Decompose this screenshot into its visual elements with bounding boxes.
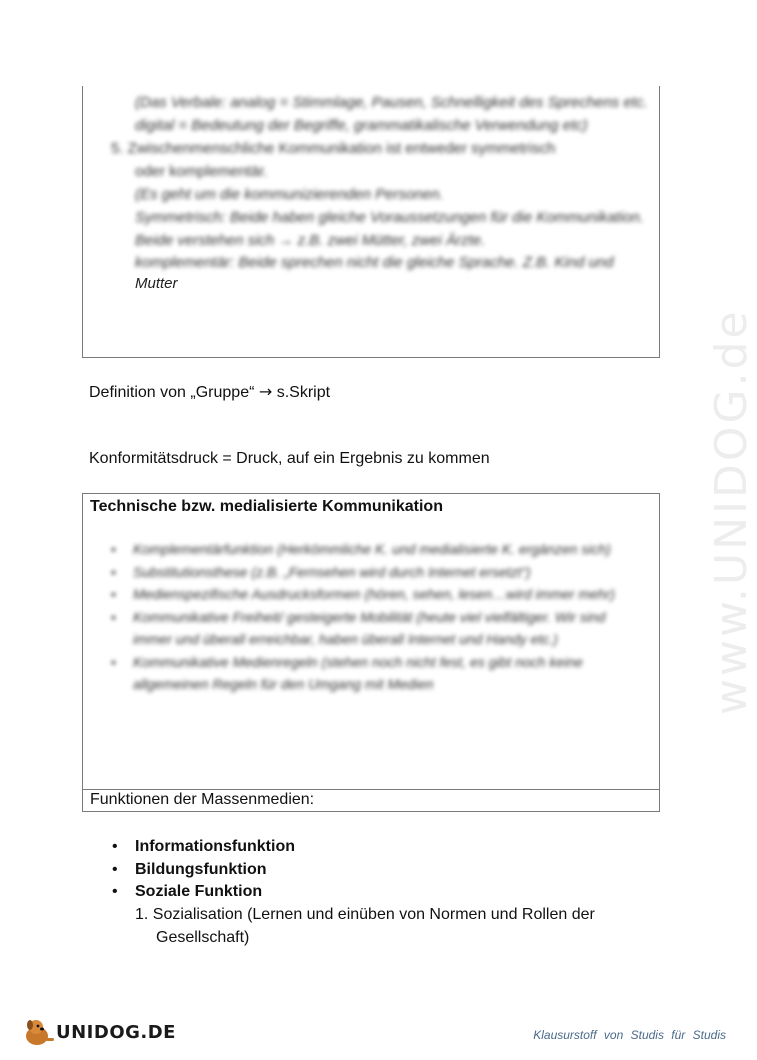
top-box	[82, 86, 660, 358]
top-line-4: oder komplementär.	[135, 163, 268, 180]
footer-tagline: Klausurstoff von Studis für Studis	[533, 1028, 726, 1042]
tech-box-title: Technische bzw. medialisierte Kommunikation	[90, 498, 443, 515]
unidog-logo	[22, 1016, 176, 1048]
watermark: www.UNIDOG.de	[706, 308, 757, 715]
list-item: • Kommunikative Medienregeln (stehen noch nicht fest, es gibt noch keine allgemeinen Regeln für den Umgang mit Medien	[107, 651, 647, 696]
bullet-icon: •	[112, 838, 118, 855]
list-item: • Substitutionsthese (z.B. „Fernsehen wird durch Internet ersetzt“)	[107, 561, 647, 584]
list-item: • Kommunikative Freiheit/ gesteigerte Mobilität (heute viel vielfältiger. Wir sind immer und überall erreichbar, haben überall Internet und Handy etc.)	[107, 606, 647, 651]
definition-ref: s.Skript	[276, 384, 331, 401]
function-label: Soziale Funktion	[135, 883, 263, 900]
top-line-2: digital = Bedeutung der Begriffe, grammatikalische Verwendung etc)	[135, 117, 588, 134]
dog-icon	[22, 1016, 56, 1048]
bullet-icon: •	[112, 883, 118, 900]
top-line-7: Beide verstehen sich → z.B. zwei Mütter, zwei Ärzte.	[135, 232, 486, 249]
konformitaet-line: Konformitätsdruck = Druck, auf ein Ergebnis zu kommen	[89, 450, 490, 467]
definition-line	[89, 382, 330, 402]
sub-item: 1. Sozialisation (Lernen und einüben von Normen und Rollen der	[135, 906, 595, 923]
tech-list	[107, 538, 647, 696]
top-line-8: komplementär: Beide sprechen nicht die gleiche Sprache. Z.B. Kind und	[135, 254, 614, 271]
arrow-right-icon: →	[258, 382, 273, 401]
function-label: Bildungsfunktion	[135, 861, 267, 878]
list-item: • Medienspezifische Ausdrucksformen (hören, sehen, lesen…wird immer mehr)	[107, 583, 647, 606]
top-line-3: 5. Zwischenmenschliche Kommunikation ist entweder symmetrisch	[111, 140, 556, 157]
top-line-9: Mutter	[135, 275, 178, 292]
function-label: Informationsfunktion	[135, 838, 295, 855]
top-line-1: (Das Verbale: analog = Stimmlage, Pausen, Schnelligkeit des Sprechens etc.	[135, 94, 648, 111]
top-line-6: Symmetrisch: Beide haben gleiche Voraussetzungen für die Kommunikation.	[135, 209, 644, 226]
bullet-icon: •	[112, 861, 118, 878]
funk-box-title: Funktionen der Massenmedien:	[90, 791, 315, 808]
logo-text: UNIDOG.DE	[56, 1022, 176, 1043]
top-line-5: (Es geht um die kommunizierenden Personen.	[135, 186, 444, 203]
sub-item-cont: Gesellschaft)	[156, 929, 250, 946]
tech-box	[82, 493, 660, 791]
funk-box	[82, 789, 660, 812]
definition-text: Definition von „Gruppe“	[89, 384, 255, 401]
list-item: • Komplementärfunktion (Herkömmliche K. und medialisierte K. ergänzen sich)	[107, 538, 647, 561]
